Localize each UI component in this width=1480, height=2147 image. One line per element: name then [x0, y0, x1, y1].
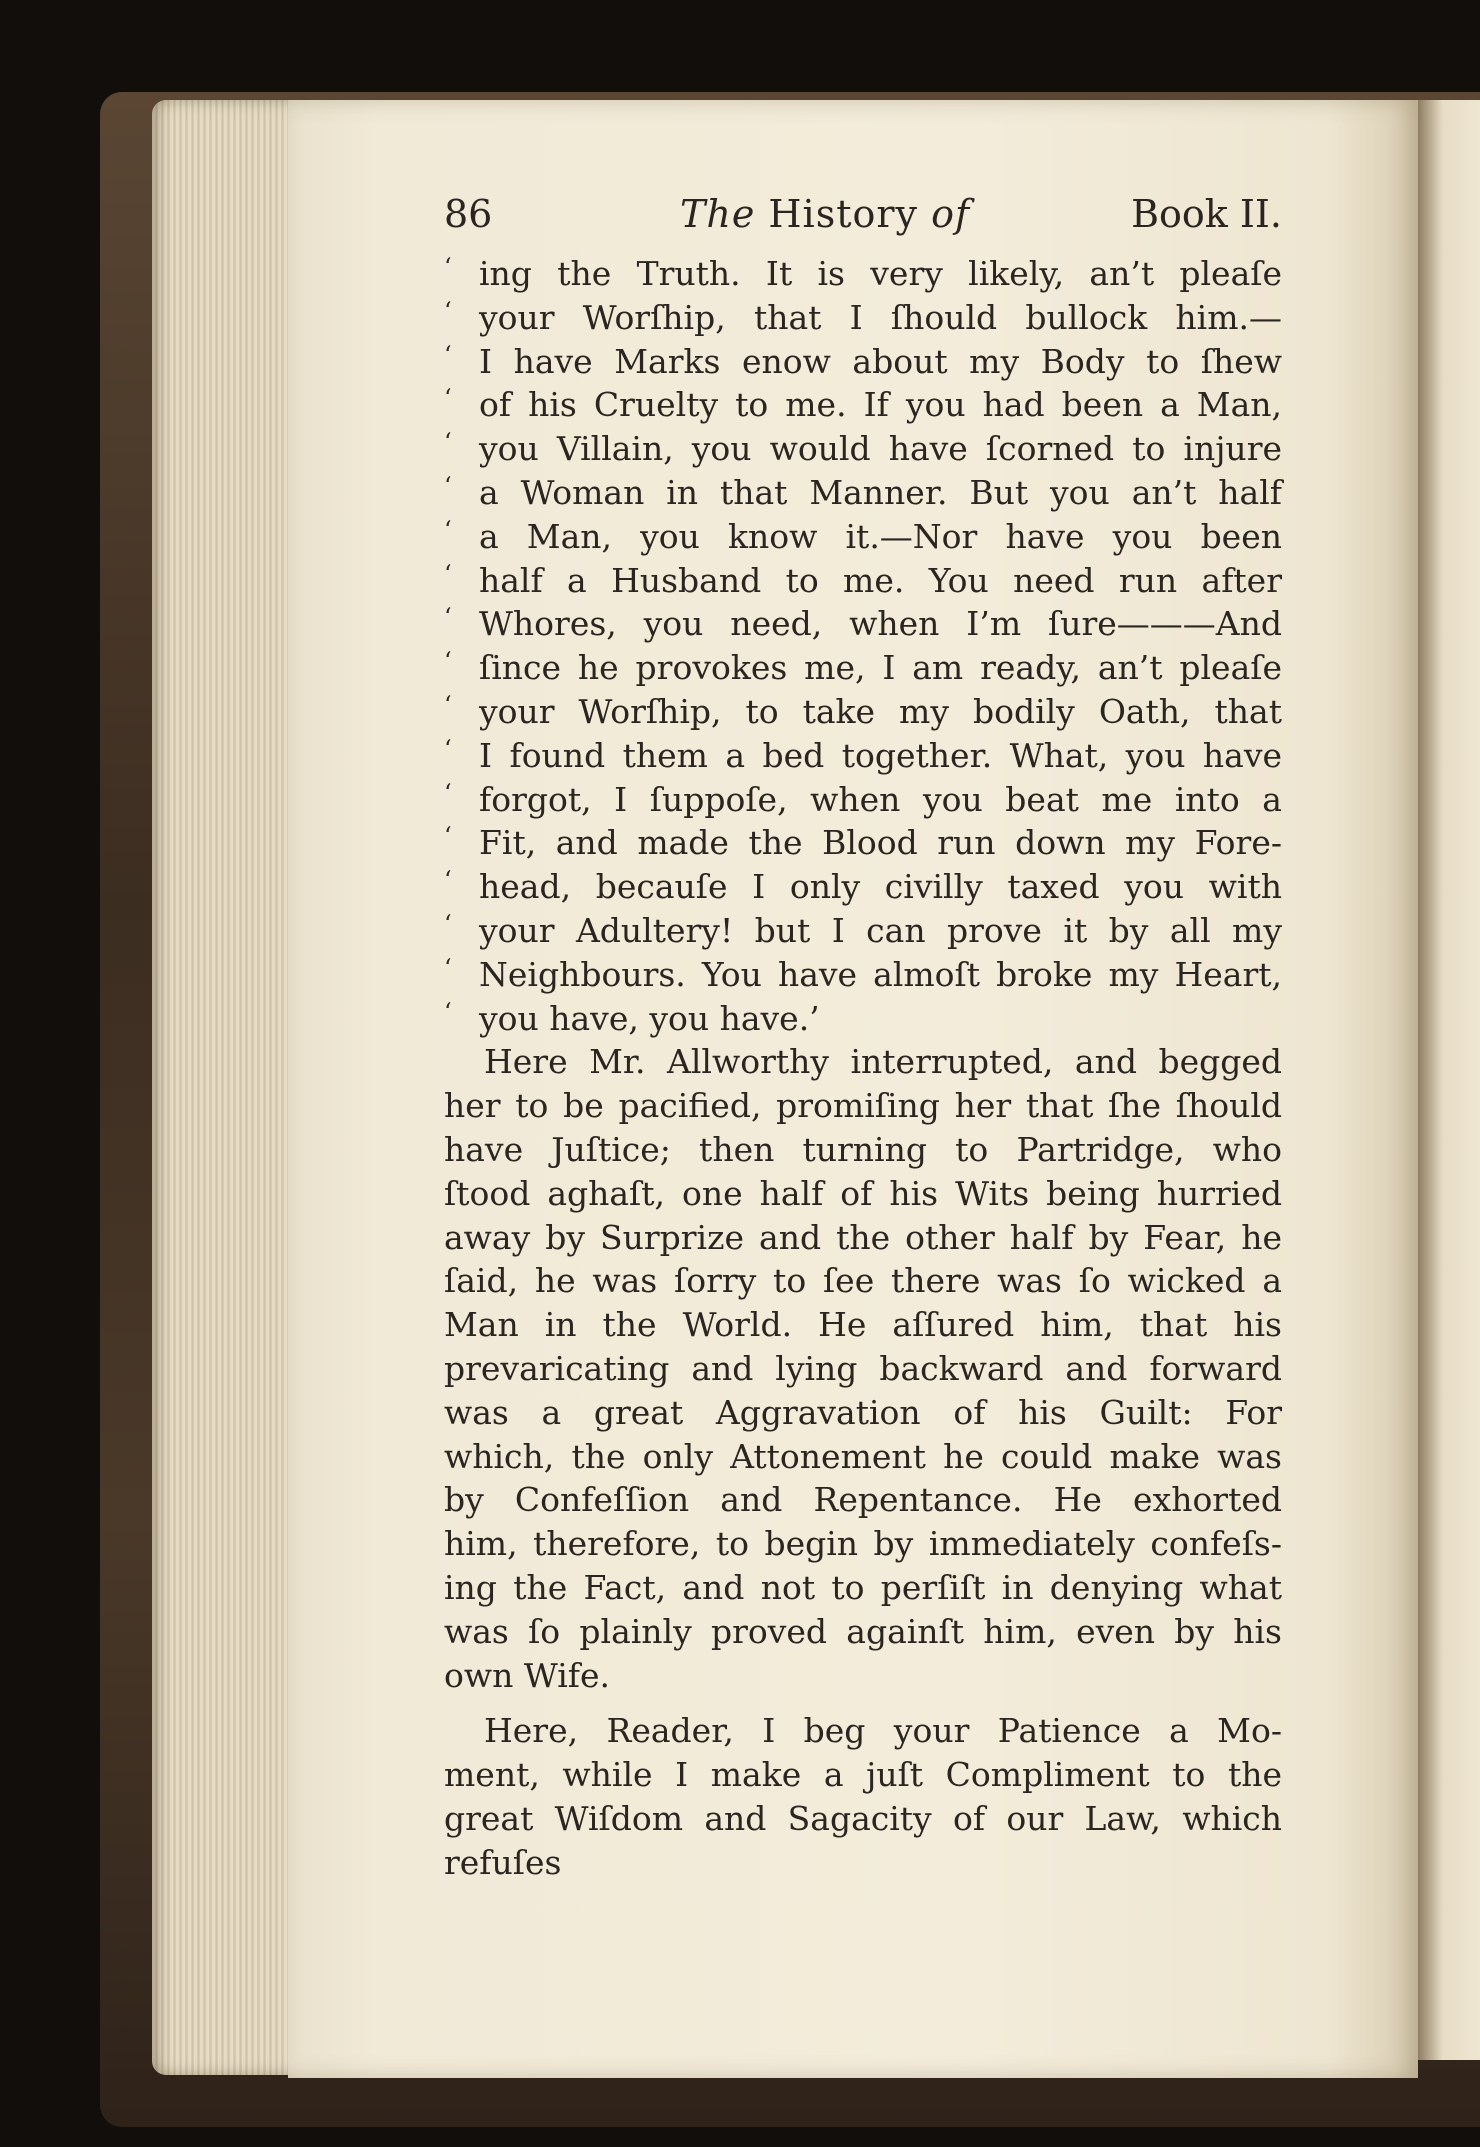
quote-mark: ‘ [444, 778, 452, 807]
line-text: ſince he provokes me, I am ready, an’t pleaſe [479, 648, 1282, 688]
text-line [444, 1797, 1282, 1841]
facing-page-edge [1418, 100, 1480, 2060]
quote-mark: ‘ [444, 822, 452, 851]
line-text: you Villain, you would have ſcorned to injure [479, 429, 1282, 469]
quoted-line [444, 471, 1282, 515]
line-text: forgot, I ſuppoſe, when you beat me into a [479, 779, 1282, 819]
quote-mark: ‘ [444, 340, 452, 369]
text-line [444, 1610, 1282, 1654]
text-line [444, 1040, 1282, 1084]
quoted-speech [444, 252, 1282, 1040]
text-line [444, 1753, 1282, 1797]
quote-mark: ‘ [444, 559, 452, 588]
text-line [444, 1391, 1282, 1435]
book-label: Book II. [1131, 192, 1282, 236]
paragraph-1 [444, 1040, 1282, 1697]
quote-mark: ‘ [444, 909, 452, 938]
text-line [444, 1216, 1282, 1260]
line-text: I found them a bed together. What, you have [479, 735, 1282, 775]
quote-mark: ‘ [444, 428, 452, 457]
paragraph-2 [444, 1709, 1282, 1840]
line-text: Here, Reader, I beg your Patience a Mo- [484, 1711, 1282, 1751]
quoted-line [444, 515, 1282, 559]
line-text: ſaid, he was ſorry to ſee there was ſo wicked a [444, 1261, 1282, 1301]
line-text: Here Mr. Allworthy interrupted, and begged [484, 1042, 1282, 1082]
line-text: her to be pacified, promiſing her that ſhe ſhould [444, 1086, 1282, 1126]
quoted-line [444, 252, 1282, 296]
text-line [444, 1478, 1282, 1522]
running-title-the: The [680, 192, 756, 236]
catchword-row [444, 1841, 1282, 1885]
text-line [444, 1522, 1282, 1566]
line-text: your Worſhip, to take my bodily Oath, that [479, 691, 1282, 731]
quoted-line [444, 427, 1282, 471]
page-text [444, 188, 1282, 1884]
line-text: of his Cruelty to me. If you had been a Man, [479, 385, 1282, 425]
running-title [680, 192, 970, 236]
text-line [444, 1172, 1282, 1216]
line-text: was ſo plainly proved againſt him, even by his [444, 1611, 1282, 1651]
quoted-line [444, 559, 1282, 603]
text-line [444, 1128, 1282, 1172]
quoted-line [444, 821, 1282, 865]
quoted-line [444, 646, 1282, 690]
line-text: Whores, you need, when I’m ſure———And [479, 604, 1282, 644]
line-text: ing the Truth. It is very likely, an’t pleaſe [479, 254, 1282, 293]
line-text: half a Husband to me. You need run after [479, 560, 1282, 600]
line-text: own Wife. [444, 1655, 610, 1695]
text-line [444, 1303, 1282, 1347]
line-text: head, becauſe I only civilly taxed you with [479, 867, 1282, 907]
line-text: Fit, and made the Blood run down my Fore- [479, 823, 1282, 863]
line-text: Neighbours. You have almoſt broke my Heart, [479, 954, 1282, 994]
quote-mark: ‘ [444, 471, 452, 500]
quoted-line [444, 690, 1282, 734]
line-text: your Worſhip, that I ſhould bullock him.— [479, 297, 1282, 337]
running-header [444, 188, 1282, 244]
line-text: have Juſtice; then turning to Partridge, who [444, 1129, 1282, 1169]
running-title-of: of [931, 192, 971, 236]
quoted-line [444, 953, 1282, 997]
line-text: prevaricating and lying backward and forward [444, 1348, 1282, 1388]
quoted-line [444, 909, 1282, 953]
quoted-line [444, 734, 1282, 778]
text-line [444, 1084, 1282, 1128]
line-text: I have Marks enow about my Body to ſhew [479, 341, 1282, 381]
quote-mark: ‘ [444, 953, 452, 982]
quote-mark: ‘ [444, 603, 452, 632]
line-text: ing the Fact, and not to perſiſt in denying what [444, 1567, 1282, 1607]
line-text: you have, you have.’ [479, 998, 820, 1038]
line-text: was a great Aggravation of his Guilt: For [444, 1392, 1282, 1432]
quote-mark: ‘ [444, 515, 452, 544]
quote-mark: ‘ [444, 690, 452, 719]
text-line [444, 1259, 1282, 1303]
text-line [444, 1347, 1282, 1391]
catchword: refuſes [444, 1842, 562, 1882]
page-edges [152, 100, 300, 2075]
quote-mark: ‘ [444, 734, 452, 763]
quote-mark: ‘ [444, 384, 452, 413]
quote-mark: ‘ [444, 647, 452, 676]
text-line [444, 1566, 1282, 1610]
quote-mark: ‘ [444, 997, 452, 1026]
page-number: 86 [444, 192, 493, 236]
line-text: great Wiſdom and Sagacity of our Law, which [444, 1798, 1282, 1838]
line-text: ment, while I make a juſt Compliment to the [444, 1755, 1282, 1795]
line-text: your Adultery! but I can prove it by all my [479, 910, 1282, 950]
line-text: Man in the World. He aſſured him, that his [444, 1305, 1282, 1345]
line-text: which, the only Attonement he could make was [444, 1436, 1282, 1476]
line-text: him, therefore, to begin by immediately confeſs- [444, 1524, 1282, 1564]
line-text: a Woman in that Manner. But you an’t half [479, 472, 1282, 512]
text-line [444, 1654, 1282, 1698]
quoted-line [444, 383, 1282, 427]
quoted-line [444, 865, 1282, 909]
quoted-line [444, 602, 1282, 646]
text-line [444, 1709, 1282, 1753]
quoted-line [444, 778, 1282, 822]
quoted-line [444, 997, 1282, 1041]
line-text: ſtood aghaſt, one half of his Wits being hurried [444, 1173, 1282, 1213]
quoted-line [444, 340, 1282, 384]
quote-mark: ‘ [444, 253, 452, 281]
line-text: away by Surprize and the other half by Fear, he [444, 1217, 1282, 1257]
line-text: a Man, you know it.—Nor have you been [479, 516, 1282, 556]
quoted-line [444, 296, 1282, 340]
line-text: by Confeſſion and Repentance. He exhorted [444, 1480, 1282, 1520]
quote-mark: ‘ [444, 296, 452, 325]
running-title-history: History [768, 192, 918, 236]
quote-mark: ‘ [444, 866, 452, 895]
text-line [444, 1435, 1282, 1479]
